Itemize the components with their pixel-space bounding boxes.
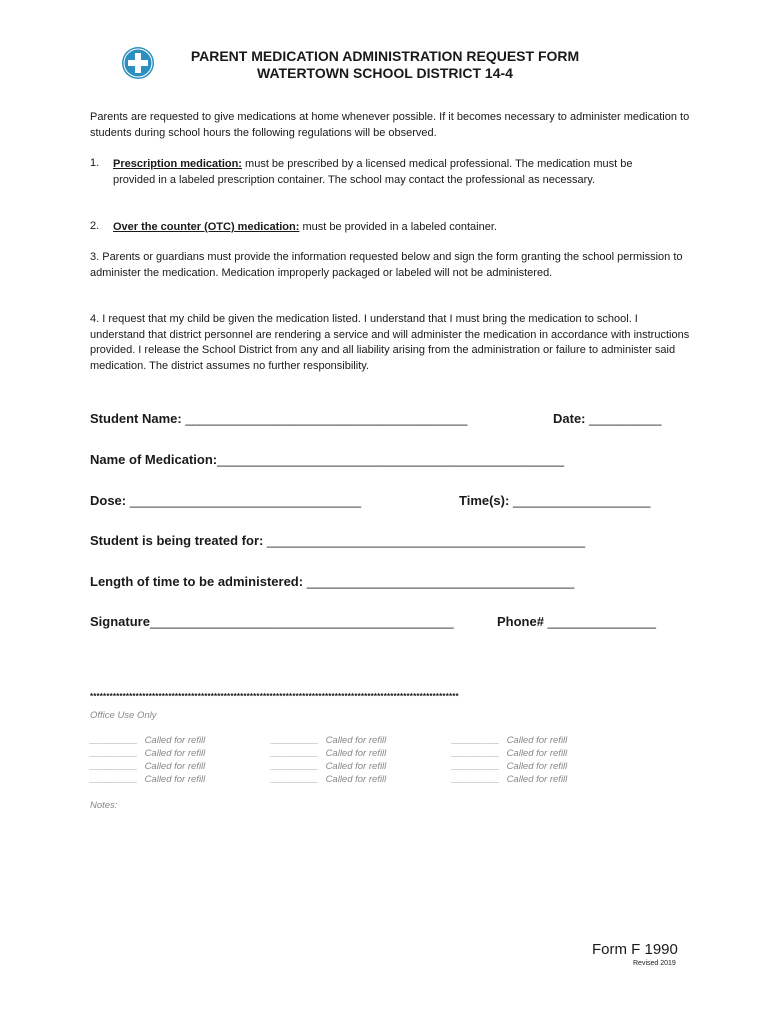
refill-blank: _________ [452, 774, 500, 785]
refill-label: Called for refill [325, 761, 387, 772]
refill-entry[interactable] [452, 773, 567, 786]
otc-text: must be provided in a labeled container. [299, 221, 497, 233]
refill-blank: _________ [90, 735, 138, 746]
notes-label: Notes: [90, 800, 118, 811]
refill-entry[interactable] [271, 773, 386, 786]
treated-label: Student is being treated for: [90, 533, 267, 548]
treated-for-field[interactable] [90, 533, 585, 548]
refill-entry[interactable] [452, 734, 567, 747]
medication-name-field[interactable] [90, 452, 564, 467]
phone-line: _______________ [547, 614, 657, 629]
item-4-paragraph: 4. I request that my child be given the medication listed. I understand that I must bring the medication to school. I understand that district personnel are rendering a service and will administer the medication in accordance with instructions provided. I release the School District from any and all liability arising from the administration or failure to administer said medication. The district assumes no further responsibility. [90, 313, 690, 372]
refill-entry[interactable] [452, 760, 567, 773]
date-line: __________ [589, 411, 662, 426]
refill-label: Called for refill [144, 735, 206, 746]
refill-label: Called for refill [325, 774, 387, 785]
refill-label: Called for refill [506, 774, 568, 785]
refill-label: Called for refill [325, 735, 387, 746]
refill-blank: _________ [452, 748, 500, 759]
refill-blank: _________ [271, 774, 319, 785]
medication-line: ________________________________________________ [217, 452, 565, 467]
refill-blank: _________ [90, 748, 138, 759]
refill-entry[interactable] [90, 773, 205, 786]
date-field[interactable] [553, 411, 661, 426]
item-2-text [113, 220, 668, 236]
times-field[interactable] [459, 493, 650, 508]
length-line: _____________________________________ [306, 574, 575, 589]
refill-blank: _________ [90, 774, 138, 785]
refill-entry[interactable] [271, 747, 386, 760]
signature-field[interactable] [90, 614, 454, 629]
student-name-line: _______________________________________ [185, 411, 468, 426]
dose-label: Dose: [90, 493, 130, 508]
refill-label: Called for refill [506, 761, 568, 772]
refill-entry[interactable] [90, 747, 205, 760]
section-divider: ***************************************************************************************************************** [90, 692, 459, 701]
refill-blank: _________ [271, 761, 319, 772]
refill-label: Called for refill [506, 735, 568, 746]
refill-label: Called for refill [144, 761, 206, 772]
district-name: WATERTOWN SCHOOL DISTRICT 14-4 [257, 65, 513, 81]
prescription-text: must be prescribed by a licensed medical professional. The medication must be provided in a labeled prescription container. The school may contact the professional as necessary. [113, 158, 633, 186]
refill-entry[interactable] [271, 760, 386, 773]
item-1-number: 1. [90, 157, 100, 169]
refill-label: Called for refill [144, 774, 206, 785]
otc-heading: Over the counter (OTC) medication: [113, 221, 300, 233]
length-label: Length of time to be administered: [90, 574, 307, 589]
refill-blank: _________ [452, 735, 500, 746]
refill-blank: _________ [452, 761, 500, 772]
refill-entry[interactable] [90, 760, 205, 773]
item-1-text [113, 157, 668, 188]
length-of-time-field[interactable] [90, 574, 574, 589]
medication-label: Name of Medication: [90, 452, 218, 467]
student-name-field[interactable] [90, 411, 467, 426]
student-name-label: Student Name: [90, 411, 186, 426]
item-2-number: 2. [90, 220, 100, 232]
times-line: ___________________ [512, 493, 651, 508]
prescription-heading: Prescription medication: [113, 158, 242, 170]
refill-label: Called for refill [325, 748, 387, 759]
times-label: Time(s): [459, 493, 513, 508]
form-title: PARENT MEDICATION ADMINISTRATION REQUEST FORM [190, 48, 580, 64]
item-3-paragraph: 3. Parents or guardians must provide the information requested below and sign the form granting the school permission to administer the medication. Medication improperly packaged or labeled will not be administered. [90, 251, 683, 279]
revised-date: Revised 2019 [633, 960, 676, 967]
signature-label: Signature [90, 614, 150, 629]
form-number: Form F 1990 [592, 941, 678, 958]
refill-entry[interactable] [452, 747, 567, 760]
signature-line: __________________________________________ [149, 614, 454, 629]
refill-blank: _________ [271, 735, 319, 746]
refill-entry[interactable] [90, 734, 205, 747]
dose-field[interactable] [90, 493, 361, 508]
refill-blank: _________ [271, 748, 319, 759]
refill-blank: _________ [90, 761, 138, 772]
date-label: Date: [553, 411, 590, 426]
intro-paragraph: Parents are requested to give medications at home whenever possible. If it becomes necessary to administer medication to students during school hours the following regulations will be observed. [90, 111, 690, 139]
office-use-label: Office Use Only [90, 710, 157, 721]
dose-line: ________________________________ [129, 493, 362, 508]
refill-label: Called for refill [144, 748, 206, 759]
refill-label: Called for refill [506, 748, 568, 759]
phone-label: Phone# [497, 614, 548, 629]
phone-field[interactable] [497, 614, 656, 629]
treated-line: ____________________________________________ [266, 533, 586, 548]
refill-entry[interactable] [271, 734, 386, 747]
